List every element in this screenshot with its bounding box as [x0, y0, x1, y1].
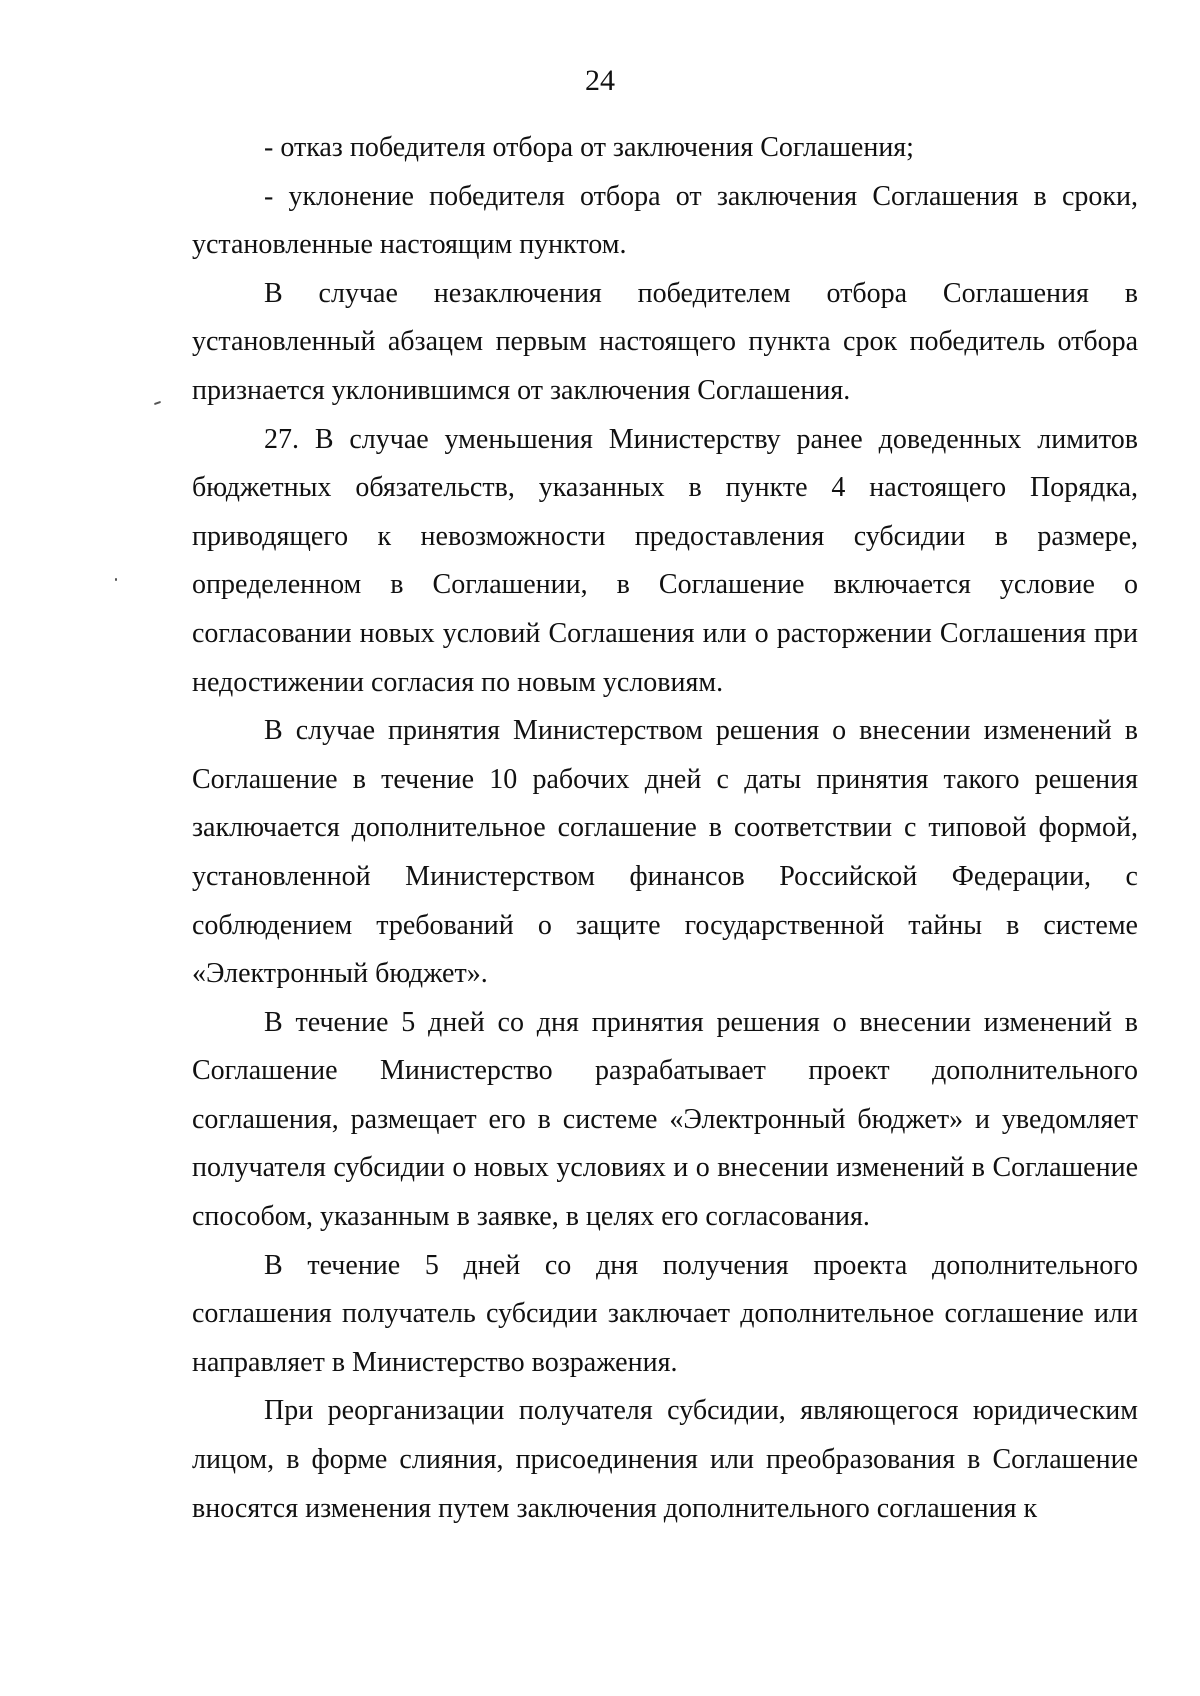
- paragraph-4: 27. В случае уменьшения Министерству ранее доведенных лимитов бюджетных обязательств, указанных в пункте 4 настоящего Порядка, приводящего к невозможности предоставления субсидии в размере, определенном в Соглашении, в Соглашение включается условие о согласовании новых условий Соглашения или о расторжении Соглашения при недостижении согласия по новым условиям.: [192, 423, 1138, 698]
- paragraph-8: При реорганизации получателя субсидии, являющегося юридическим лицом, в форме слияния, присоединения или преобразования в Соглашение вносятся изменения путем заключения дополнительного соглашения к: [192, 1395, 1138, 1524]
- document-body: [192, 124, 1138, 1533]
- scan-speck: [115, 578, 117, 581]
- paragraph-7: В течение 5 дней со дня получения проекта дополнительного соглашения получатель субсидии заключает дополнительное соглашение или направляет в Министерство возражения.: [192, 1249, 1138, 1378]
- paragraph-3: В случае незаключения победителем отбора Соглашения в установленный абзацем первым настоящего пункта срок победитель отбора признается уклонившимся от заключения Соглашения.: [192, 277, 1138, 406]
- paragraph-2: - уклонение победителя отбора от заключения Соглашения в сроки, установленные настоящим пунктом.: [192, 180, 1138, 261]
- paragraph-6: В течение 5 дней со дня принятия решения о внесении изменений в Соглашение Министерство разрабатывает проект дополнительного соглашения, размещает его в системе «Электронный бюджет» и уведомляет получателя субсидии о новых условиях и о внесении изменений в Соглашение способом, указанным в заявке, в целях его согласования.: [192, 1006, 1138, 1233]
- scan-speck: [154, 401, 161, 405]
- page-number: 24: [585, 64, 615, 97]
- paragraph-5: В случае принятия Министерством решения о внесении изменений в Соглашение в течение 10 рабочих дней с даты принятия такого решения заключается дополнительное соглашение в соответствии с типовой формой, установленной Министерством финансов Российской Федерации, с соблюдением требований о защите государственной тайны в системе «Электронный бюджет».: [192, 715, 1138, 990]
- paragraph-1: - отказ победителя отбора от заключения Соглашения;: [264, 132, 914, 163]
